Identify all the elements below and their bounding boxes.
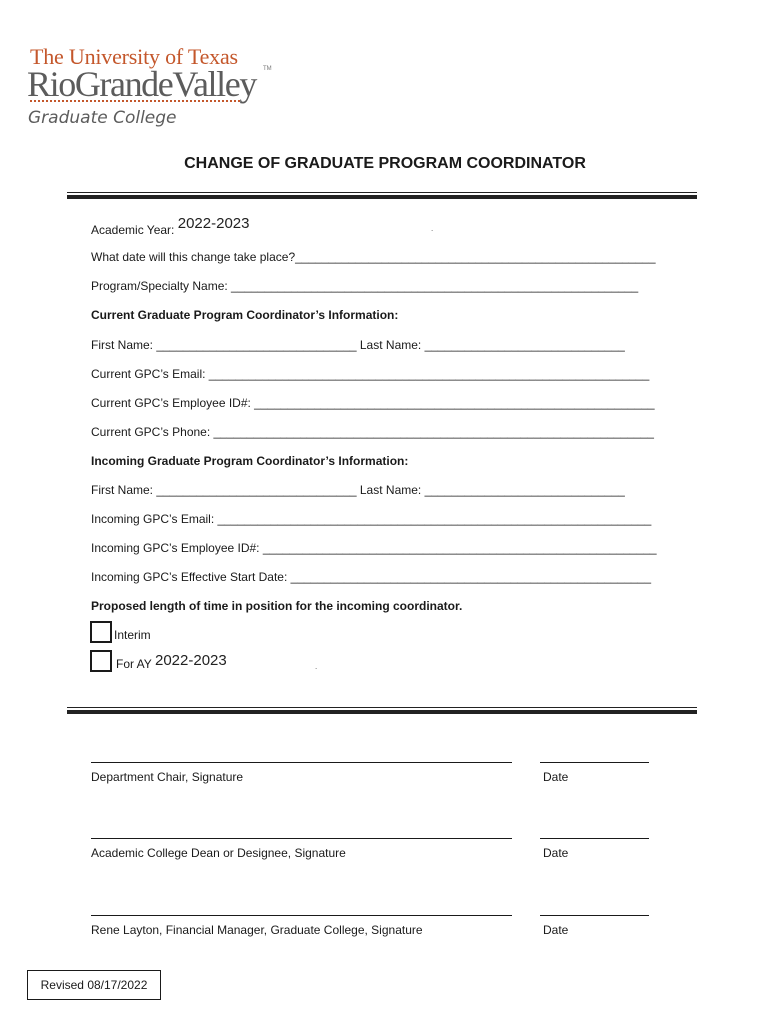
academic-year-dot: . — [431, 224, 434, 233]
department-chair-signature-line[interactable] — [91, 762, 512, 763]
incoming-start-date-field[interactable]: Incoming GPC’s Effective Start Date: ______________________________________________________ — [91, 570, 652, 584]
dean-signature-line[interactable] — [91, 838, 512, 839]
department-chair-signature-label: Department Chair, Signature — [91, 770, 244, 784]
current-gpc-heading: Current Graduate Program Coordinator’s Information: — [91, 308, 399, 322]
logo-trademark: TM — [263, 66, 272, 72]
logo-rgv-text: RioGrandeValley — [27, 64, 256, 104]
dean-date-line[interactable] — [540, 838, 649, 839]
interim-checkbox[interactable] — [90, 621, 112, 643]
financial-manager-signature-line[interactable] — [91, 915, 512, 916]
academic-year-row — [91, 215, 250, 238]
department-chair-date-line[interactable] — [540, 762, 649, 763]
logo-graduate-college-text: Graduate College — [28, 108, 177, 128]
logo-university-text: The University of Texas — [30, 44, 238, 69]
current-phone-field[interactable]: Current GPC’s Phone: __________________________________________________________________ — [91, 425, 654, 439]
current-email-field[interactable]: Current GPC’s Email: __________________________________________________________________ — [91, 367, 650, 381]
logo-dotted-divider — [30, 100, 240, 102]
interim-label: Interim — [114, 628, 151, 642]
academic-year-label: Academic Year: — [91, 223, 175, 237]
page-title: CHANGE OF GRADUATE PROGRAM COORDINATOR — [184, 155, 586, 172]
financial-manager-date-line[interactable] — [540, 915, 649, 916]
for-ay-checkbox[interactable] — [90, 650, 112, 672]
revised-date-box: Revised 08/17/2022 — [27, 970, 161, 1000]
top-divider — [67, 192, 697, 199]
current-name-fields[interactable]: First Name: ______________________________ Last Name: ______________________________ — [91, 338, 625, 352]
incoming-name-fields[interactable]: First Name: ______________________________ Last Name: ______________________________ — [91, 483, 625, 497]
change-date-field[interactable]: What date will this change take place?______________________________________________________ — [91, 250, 656, 264]
program-name-field[interactable]: Program/Specialty Name: _____________________________________________________________ — [91, 279, 639, 293]
financial-manager-signature-label: Rene Layton, Financial Manager, Graduate College, Signature — [91, 923, 423, 937]
for-ay-field[interactable]: 2022-2023 — [155, 652, 227, 669]
for-ay-label: For AY — [116, 657, 152, 671]
proposed-length-heading: Proposed length of time in position for the incoming coordinator. — [91, 599, 463, 613]
dean-signature-label: Academic College Dean or Designee, Signature — [91, 846, 346, 860]
bottom-divider — [67, 707, 697, 714]
dean-date-label: Date — [543, 846, 569, 860]
department-chair-date-label: Date — [543, 770, 569, 784]
academic-year-field[interactable]: 2022-2023 — [177, 215, 250, 232]
current-employee-id-field[interactable]: Current GPC’s Employee ID#: ____________________________________________________________ — [91, 396, 655, 410]
for-ay-dot: . — [315, 662, 318, 671]
incoming-employee-id-field[interactable]: Incoming GPC’s Employee ID#: ___________________________________________________________ — [91, 541, 657, 555]
incoming-email-field[interactable]: Incoming GPC’s Email: _________________________________________________________________ — [91, 512, 652, 526]
financial-manager-date-label: Date — [543, 923, 569, 937]
incoming-gpc-heading: Incoming Graduate Program Coordinator’s Information: — [91, 454, 409, 468]
